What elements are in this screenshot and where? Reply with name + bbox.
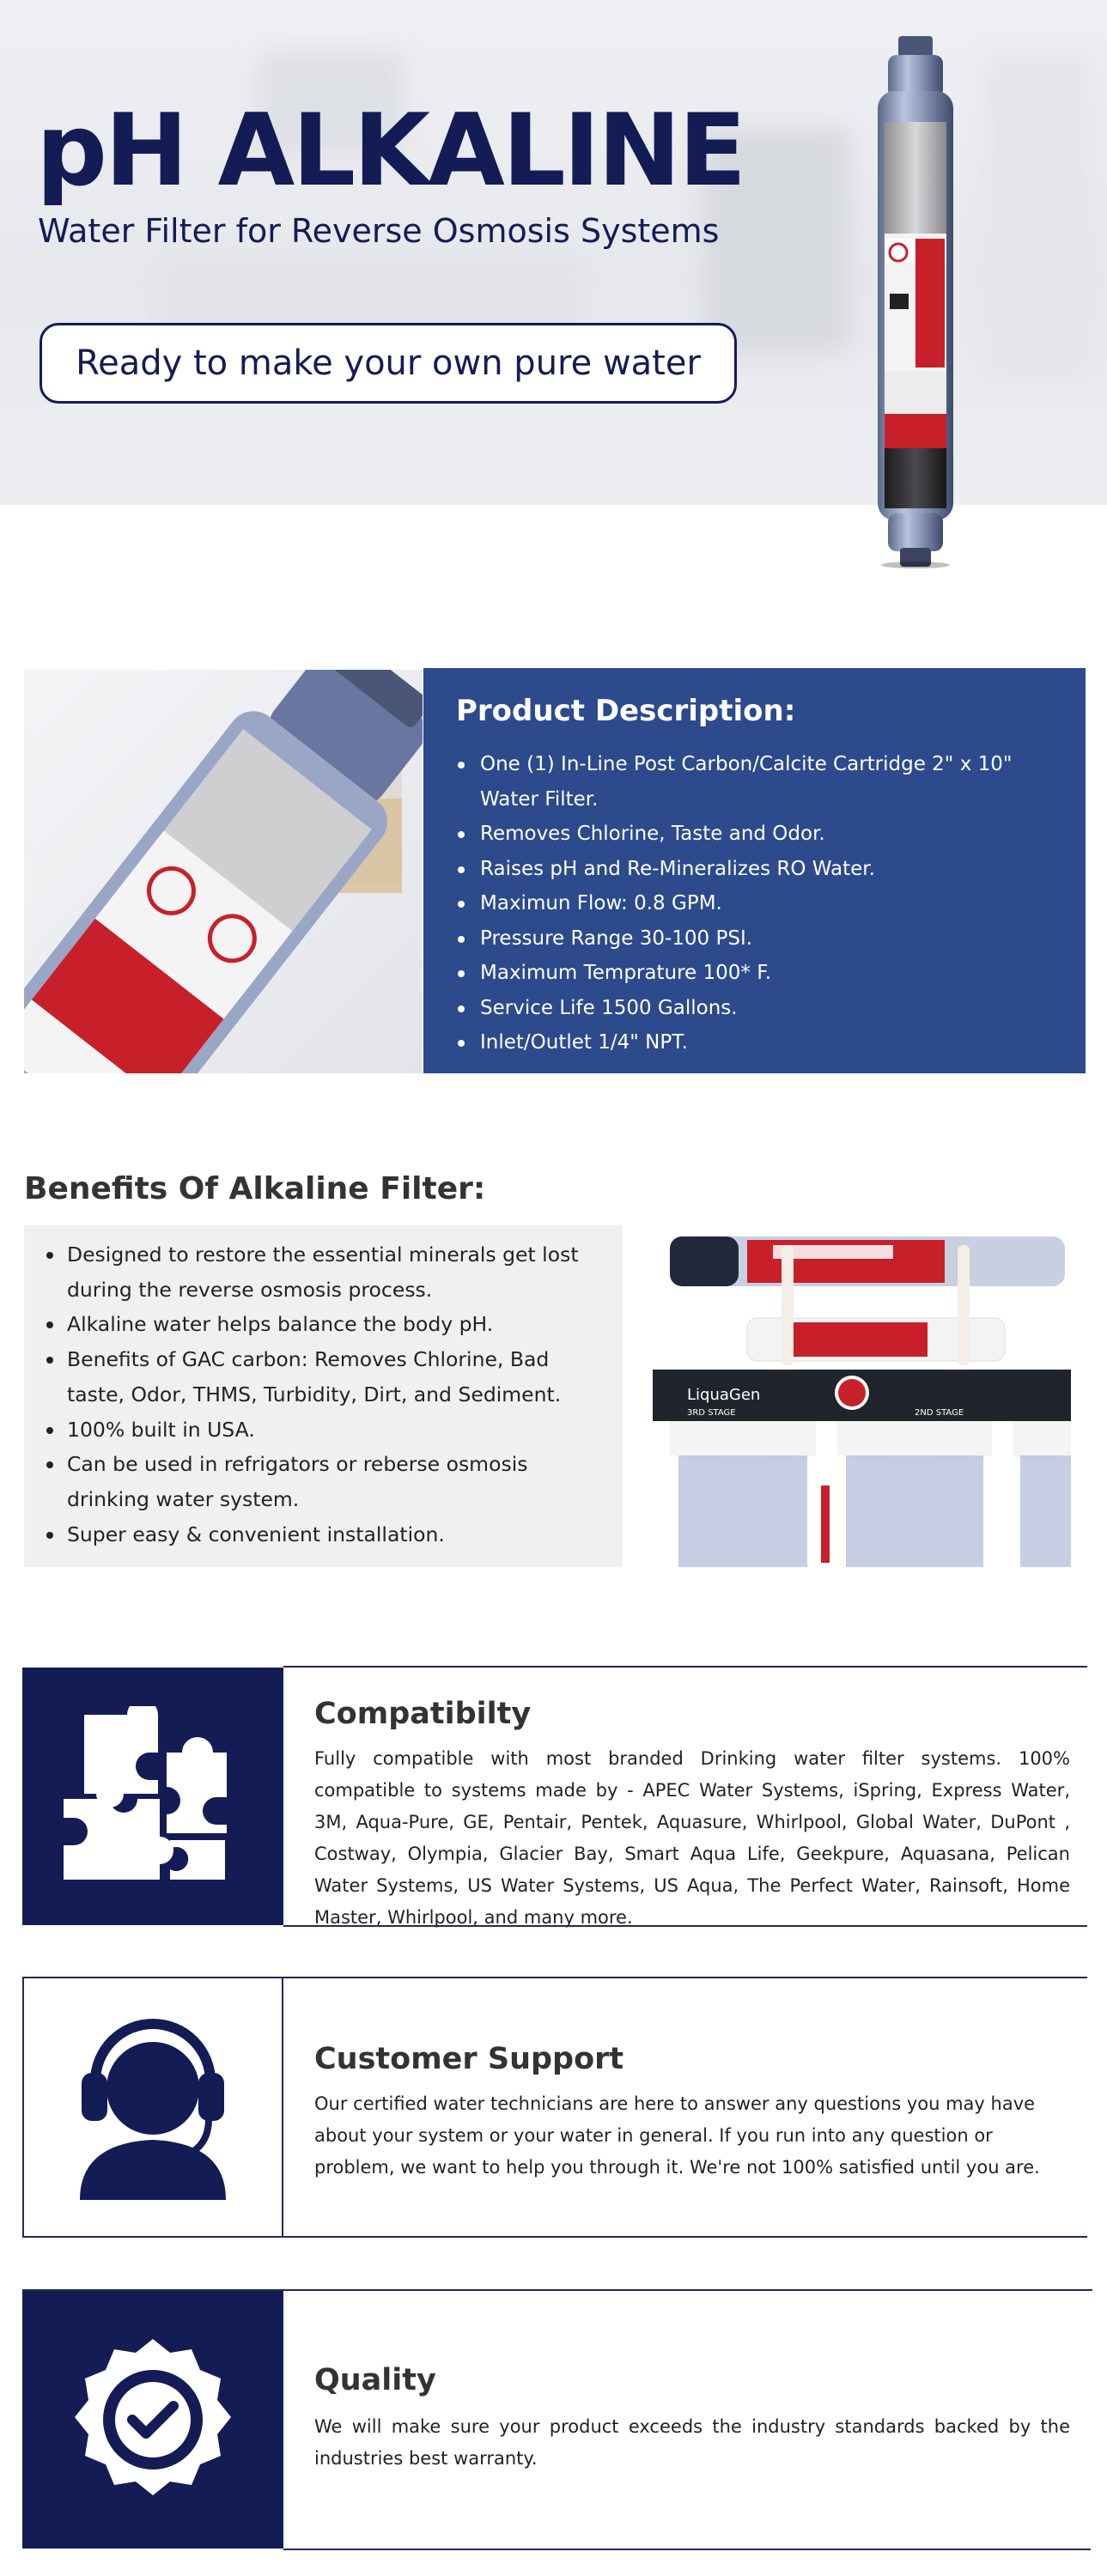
list-item: Can be used in refrigators or reberse osmosis drinking water system.: [67, 1447, 599, 1516]
list-item: Removes Chlorine, Taste and Odor.: [480, 817, 1053, 852]
hero-subtitle: Water Filter for Reverse Osmosis Systems: [38, 212, 720, 250]
hero-title: pH ALKALINE: [36, 93, 745, 209]
puzzle-icon-box: [22, 1668, 283, 1925]
stage-3-label: 3RD STAGE: [687, 1408, 736, 1418]
feature-text: Our certified water technicians are here to answer any questions you may have about your system or your water in general. If you run into any question or problem, we want to help you through it. We're not 100% satisfied until you are.: [314, 2093, 1040, 2178]
benefits-panel: [24, 1225, 623, 1567]
ro-system-photo: [653, 1228, 1071, 1567]
product-description-list: [456, 747, 1053, 1060]
list-item: Maximum Temprature 100* F.: [480, 956, 1053, 991]
feature-compatibility: [22, 1666, 1087, 1927]
list-item: Raises pH and Re-Mineralizes RO Water.: [480, 852, 1053, 887]
benefits-list: [67, 1237, 599, 1552]
feature-text: We will make sure your product exceeds the industry standards backed by the industries best warranty.: [314, 2416, 1070, 2469]
brand-label: LiquaGen: [687, 1386, 761, 1404]
list-item: One (1) In-Line Post Carbon/Calcite Cartridge 2" x 10" Water Filter.: [480, 747, 1053, 817]
list-item: Maximun Flow: 0.8 GPM.: [480, 886, 1053, 921]
list-item: Super easy & convenient installation.: [67, 1517, 599, 1552]
benefits-heading: Benefits Of Alkaline Filter:: [24, 1171, 486, 1206]
list-item: Benefits of GAC carbon: Removes Chlorine, Bad taste, Odor, THMS, Turbidity, Dirt, and Sediment.: [67, 1342, 599, 1412]
product-description-heading: Product Description:: [456, 694, 796, 728]
quality-badge-icon: [67, 2334, 239, 2506]
feature-title: Quality: [314, 2363, 436, 2397]
cta-button[interactable]: Ready to make your own pure water: [40, 323, 737, 404]
puzzle-icon: [58, 1706, 247, 1886]
list-item: Service Life 1500 Gallons.: [480, 991, 1053, 1026]
cartridge-product-image: [859, 36, 970, 568]
list-item: Alkaline water helps balance the body pH.: [67, 1307, 599, 1342]
quality-icon-box: [22, 2291, 283, 2549]
feature-customer-support: [22, 1977, 1087, 2238]
list-item: 100% built in USA.: [67, 1413, 599, 1448]
product-description-panel: [423, 668, 1086, 1073]
stage-2-label: 2ND STAGE: [915, 1408, 964, 1418]
list-item: Designed to restore the essential minerals get lost during the reverse osmosis process.: [67, 1237, 599, 1307]
feature-quality: [22, 2289, 1087, 2550]
feature-title: Customer Support: [314, 2042, 624, 2076]
feature-title: Compatibilty: [314, 1697, 532, 1731]
list-item: Inlet/Outlet 1/4" NPT.: [480, 1025, 1053, 1060]
cartridge-closeup-photo: [24, 670, 423, 1073]
headset-support-icon: [71, 2013, 234, 2202]
feature-text: Fully compatible with most branded Drinking water filter systems. 100% compatible to systems made by - APEC Water Systems, iSpring, Express Water, 3M, Aqua-Pure, GE, Pentair, Pentek, Aquasure, Whirlpool, Global Water, DuPont , Costway, Olympia, Glacier Bay, Smart Aqua Life, Geekpure, Aquasana, Pelican Water Systems, US Water Systems, US Aqua, The Perfect Water, Rainsoft, Home Master, Whirlpool, and many more.: [314, 1748, 1070, 1928]
list-item: Pressure Range 30-100 PSI.: [480, 921, 1053, 957]
support-icon-box: [22, 1978, 283, 2236]
